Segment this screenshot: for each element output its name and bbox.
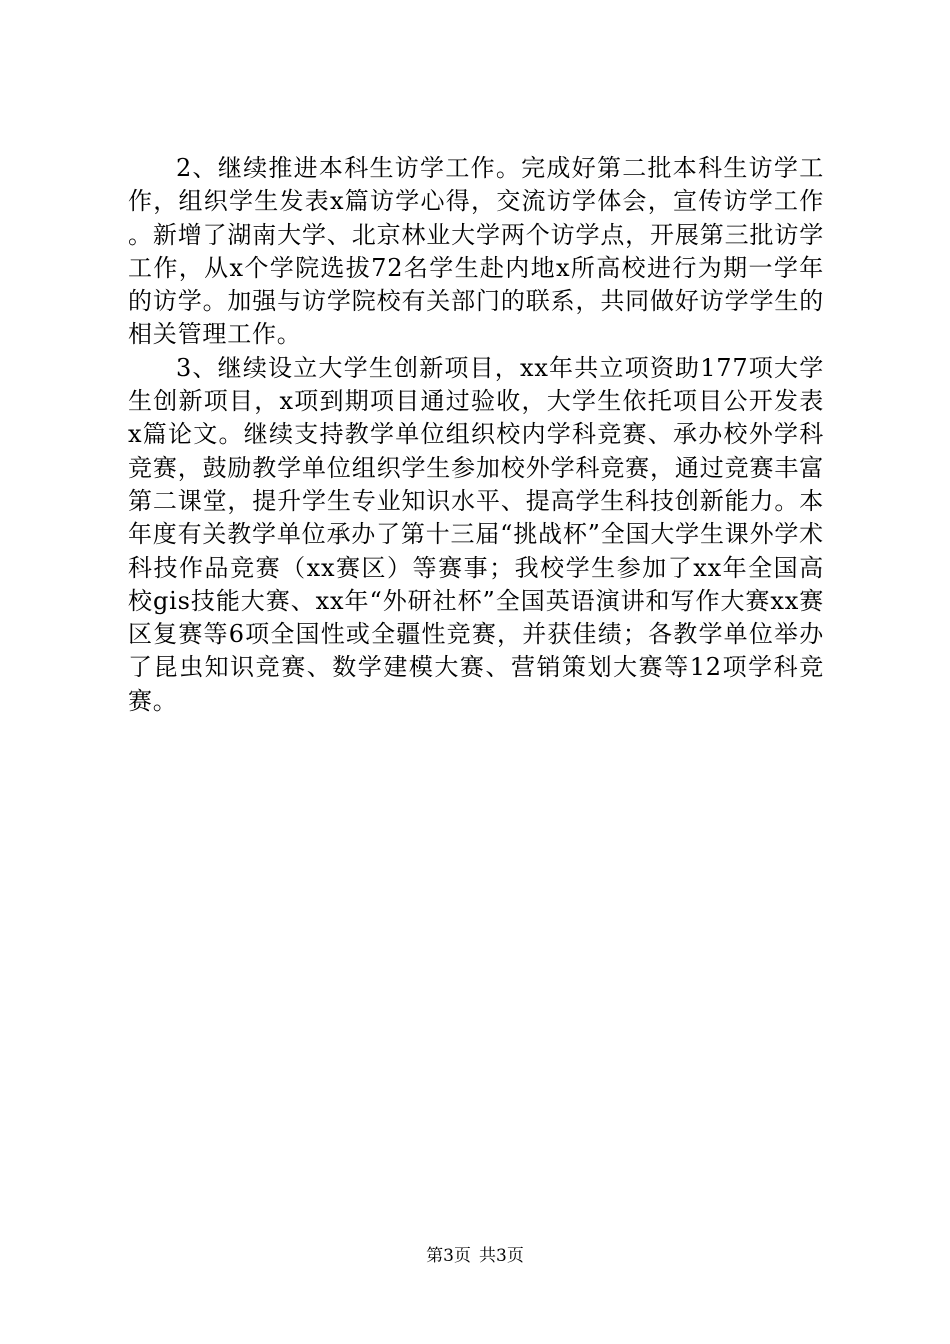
page-total: 共3页: [479, 1246, 524, 1266]
paragraph-innovation-projects: 3、继续设立大学生创新项目，xx年共立项资助177项大学生创新项目，x项到期项目通过验收，大学生依托项目公开发表x篇论文。继续支持教学单位组织校内学科竞赛、承办校外学科竞赛，鼓励教学单位组织学生参加校外学科竞赛，通过竞赛丰富第二课堂，提升学生专业知识水平、提高学生科技创新能力。本年度有关教学单位承办了第十三届“挑战杯”全国大学生课外学术科技作品竞赛（xx赛区）等赛事；我校学生参加了xx年全国高校gis技能大赛、xx年“外研社杯”全国英语演讲和写作大赛xx赛区复赛等6项全国性或全疆性竞赛，并获佳绩；各教学单位举办了昆虫知识竞赛、数学建模大赛、营销策划大赛等12项学科竞赛。: [128, 353, 824, 715]
paragraph-study-visit: 2、继续推进本科生访学工作。完成好第二批本科生访学工作，组织学生发表x篇访学心得，交流访学体会，宣传访学工作。新增了湖南大学、北京林业大学两个访学点，开展第三批访学工作，从x个学院选拔72名学生赴内地x所高校进行为期一学年的访学。加强与访学院校有关部门的联系，共同做好访学学生的相关管理工作。: [128, 154, 824, 349]
document-body: [128, 152, 824, 718]
page-footer: [0, 1244, 950, 1268]
page-number: 第3页: [426, 1246, 471, 1266]
